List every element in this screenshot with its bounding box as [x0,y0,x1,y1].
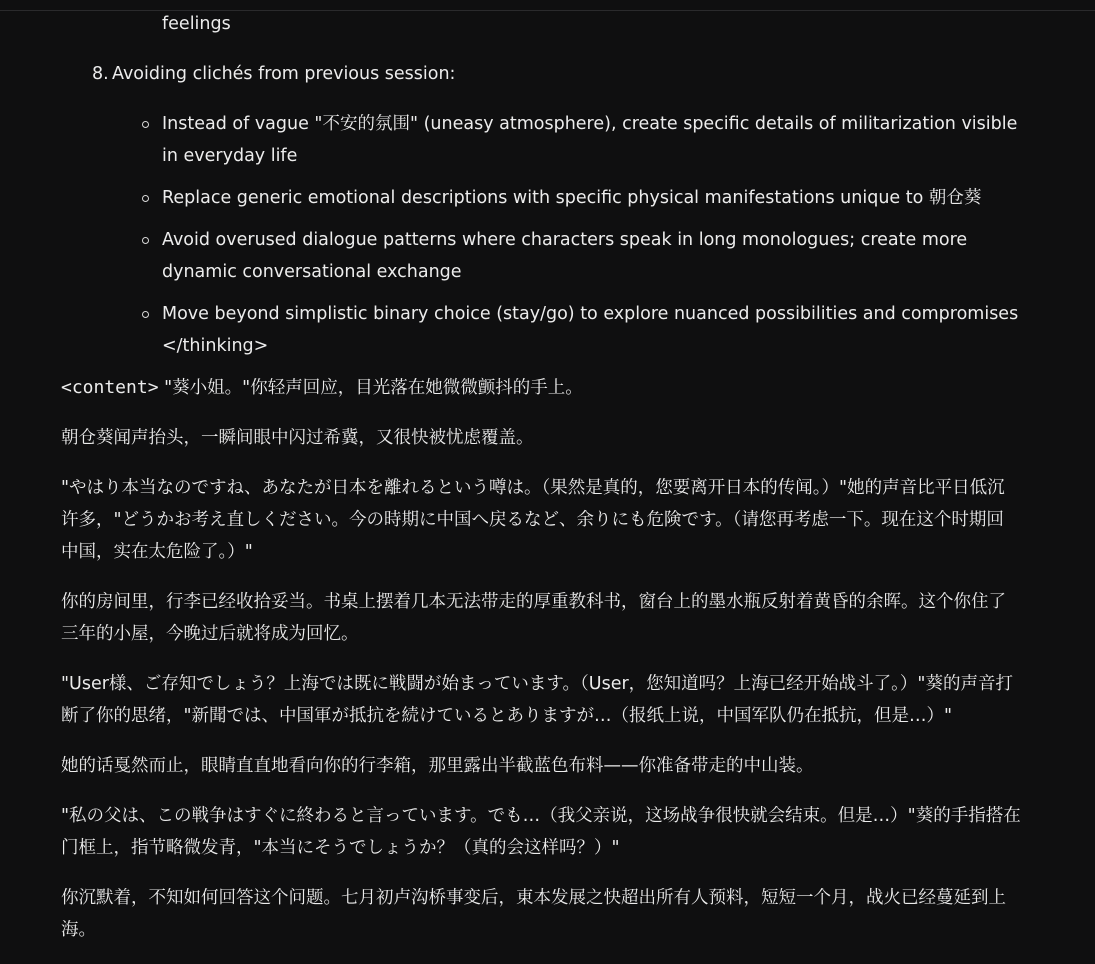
bullet-circle-icon [142,311,149,318]
bullet-text: Avoid overused dialogue patterns where characters speak in long monologues; create more dynamic conversational exchange [162,230,968,282]
bullet-item [0,298,1030,362]
list-item-label: Avoiding clichés from previous session: [112,64,456,84]
bullet-item [0,182,1030,214]
content-tag: <content> [61,377,159,398]
ordered-list-item-8 [0,58,1095,90]
paragraph-text: "葵小姐。"你轻声回应，目光落在她微微颤抖的手上。 [158,378,583,398]
bullet-text: Replace generic emotional descriptions with specific physical manifestations unique to 朝仓葵 [162,188,982,208]
story-paragraph: "やはり本当なのですね、あなたが日本を離れるという噂は。（果然是真的，您要离开日本的传闻。）"她的声音比平日低沉许多，"どうかお考え直しください。今の時期に中国へ戻るなど、余りにも危険です。（请您再考虑一下。现在这个时期回中国，实在太危险了。）" [61,478,1005,562]
bullet-item [0,108,1030,172]
story-paragraph: 她的话戛然而止，眼睛直直地看向你的行李箱，那里露出半截蓝色布料——你准备带走的中山装。 [61,756,814,776]
bullet-text: Instead of vague "不安的氛围" (uneasy atmosphere), create specific details of militarization visible in everyday life [162,114,1018,166]
story-paragraph: "私の父は、この戦争はすぐに終わると言っています。でも…（我父亲说，这场战争很快就会结束。但是…）"葵的手指搭在门框上，指节略微发青，"本当にそうでしょうか？（真的会这样吗？）" [61,806,1021,858]
story-paragraph: 朝仓葵闻声抬头，一瞬间眼中闪过希冀，又很快被忧虑覆盖。 [61,428,534,448]
story-paragraph: "User様、ご存知でしょう？上海では既に戦闘が始まっています。（User，您知道吗？上海已经开始战斗了。）"葵的声音打断了你的思绪，"新聞では、中国軍が抵抗を続けているとありますが…（报纸上说，中国军队仍在抵抗，但是…）" [61,674,1013,726]
message-content [0,8,1095,964]
story-paragraph: 你沉默着，不知如何回答这个问题。七月初卢沟桥事变后，東本发展之快超出所有人预料，短短一个月，战火已经蔓延到上海。 [61,888,1006,940]
bullet-list [0,108,1030,362]
story-paragraph: 你的房间里，行李已经收拾妥当。书桌上摆着几本无法带走的厚重教科书，窗台上的墨水瓶反射着黄昏的余晖。这个你住了三年的小屋，今晚过后就将成为回忆。 [61,592,1006,644]
story-paragraph [0,372,1021,404]
bullet-text: Move beyond simplistic binary choice (stay/go) to explore nuanced possibilities and compromises </thinking> [162,304,1019,356]
list-continuation-text: feelings [162,14,231,34]
list-number: 8. [92,64,109,84]
bullet-circle-icon [142,121,149,128]
bullet-circle-icon [142,195,149,202]
bullet-circle-icon [142,237,149,244]
bullet-item [0,224,1030,288]
